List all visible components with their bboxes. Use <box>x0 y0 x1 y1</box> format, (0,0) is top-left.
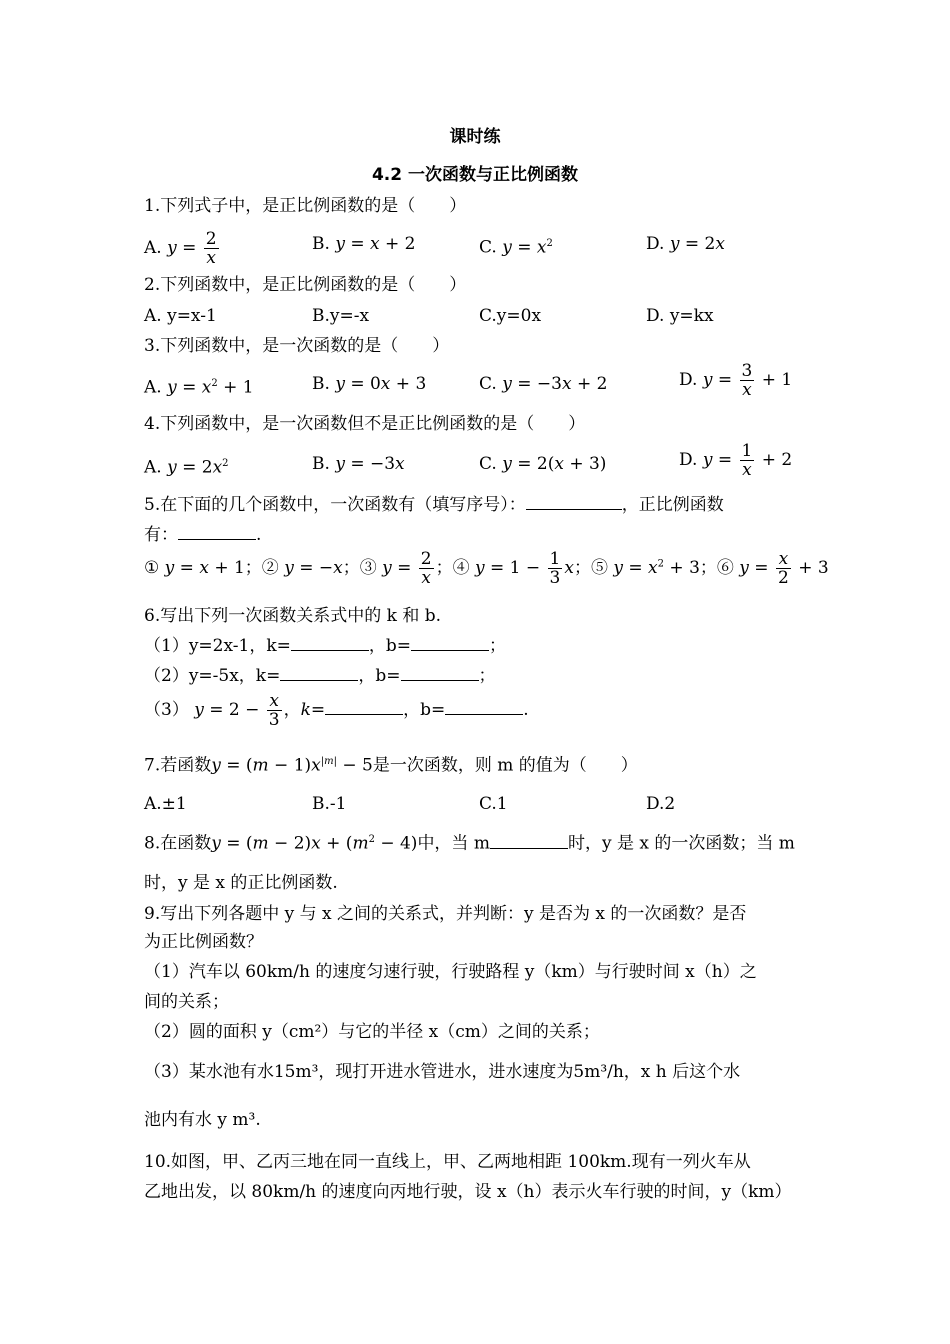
q9-part-3-cont: 池内有水 y m³. <box>144 1110 261 1130</box>
question-10-cont: 乙地出发，以 80km/h 的速度向丙地行驶，设 x（h）表示火车行驶的时间，y（km） <box>144 1182 792 1202</box>
question-8: 8.在函数$y = (m - 2)x + (m^2 - 4)$中，当 m 时，y 是 x 的一次函数；当 m <box>144 833 795 854</box>
question-4: 4.下列函数中，是一次函数但不是正比例函数的是（ ） <box>144 414 586 434</box>
q3-option-d: D. y = $\frac{3}{x}$ + 1 <box>679 361 793 400</box>
question-5-cont: 有： . <box>144 525 262 545</box>
q9-part-1: （1）汽车以 60km/h 的速度匀速行驶，行驶路程 y（km）与行驶时间 x（h）之 <box>144 962 757 982</box>
question-3: 3.下列函数中，是一次函数的是（ ） <box>144 336 450 356</box>
answer-blank[interactable] <box>178 523 256 540</box>
q3-option-a: A. $y = x^2 + 1$ <box>144 377 254 398</box>
q2-option-c: C.y=0x <box>479 306 542 326</box>
question-6: 6.写出下列一次函数关系式中的 k 和 b. <box>144 606 442 626</box>
question-2: 2.下列函数中，是正比例函数的是（ ） <box>144 275 467 295</box>
q3-option-b: B. y = 0x + 3 <box>312 374 427 394</box>
q4-option-b: B. y = −3x <box>312 454 405 474</box>
answer-blank[interactable] <box>411 634 489 651</box>
answer-blank[interactable] <box>280 664 358 681</box>
answer-blank[interactable] <box>401 664 479 681</box>
q4-option-c: C. y = 2(x + 3) <box>479 454 607 474</box>
question-5: 5.在下面的几个函数中，一次函数有（填写序号）： ，正比例函数 <box>144 495 724 515</box>
q2-option-d: D. y=kx <box>646 306 714 326</box>
question-7: 7.若函数$y = (m - 1)x^{|m|} - 5$是一次函数，则 m 的值为（ ） <box>144 755 638 776</box>
q2-option-b: B.y=-x <box>312 306 370 326</box>
q4-option-a: A. $y = 2x^2$ <box>144 457 229 478</box>
answer-blank[interactable] <box>445 698 523 715</box>
q9-part-1-cont: 间的关系； <box>144 992 229 1012</box>
q6-part-3: （3） y = 2 − $\frac{x}{3}$ ，k= ，b= . <box>144 691 529 730</box>
question-9-cont: 为正比例函数？ <box>144 932 263 952</box>
page-title: 课时练 <box>449 127 501 147</box>
q6-part-2: （2）y=-5x，k= ，b= ； <box>144 666 496 686</box>
answer-blank[interactable] <box>291 634 369 651</box>
q7-option-c: C.1 <box>479 794 508 814</box>
q7-option-b: B.-1 <box>312 794 347 814</box>
q1-option-c: C. $y = x^2$ <box>479 237 553 258</box>
q1-option-d: D. y = 2x <box>646 234 725 254</box>
q2-option-a: A. y=x-1 <box>144 306 217 326</box>
q7-option-a: A.±1 <box>144 794 187 814</box>
answer-blank[interactable] <box>325 698 403 715</box>
q1-option-a: A. y = $\frac{2}{x}$ <box>144 229 217 268</box>
section-title: 4.2 一次函数与正比例函数 <box>371 165 579 185</box>
question-1: 1.下列式子中，是正比例函数的是（ ） <box>144 196 467 216</box>
q4-option-d: D. y = $\frac{1}{x}$ + 2 <box>679 441 793 480</box>
q6-part-1: （1）y=2x-1，k= ，b= ； <box>144 636 507 656</box>
answer-blank[interactable] <box>490 832 568 849</box>
q3-option-c: C. y = −3x + 2 <box>479 374 608 394</box>
q1-option-b: B. y = x + 2 <box>312 234 416 254</box>
q9-part-3: （3）某水池有水15m³，现打开进水管进水，进水速度为5m³/h，x h 后这个水 <box>144 1062 741 1082</box>
question-9: 9.写出下列各题中 y 与 x 之间的关系式，并判断：y 是否为 x 的一次函数？是否 <box>144 904 747 924</box>
answer-blank[interactable] <box>526 493 622 510</box>
question-8-cont: 时，y 是 x 的正比例函数. <box>144 873 338 893</box>
q9-part-2: （2）圆的面积 y（cm²）与它的半径 x（cm）之间的关系； <box>144 1022 600 1042</box>
question-10: 10.如图，甲、乙丙三地在同一直线上，甲、乙两地相距 100km.现有一列火车从 <box>144 1152 751 1172</box>
q7-option-d: D.2 <box>646 794 676 814</box>
q5-functions: ① y = x + 1；② y = −x；③ y = $\frac{2}{x}$ ；④ y = 1 − $\frac{1}{3}$ x；⑤ $y = x^2 + 3$；⑥ y = $\frac{x}{2}$ + 3 <box>144 549 829 588</box>
